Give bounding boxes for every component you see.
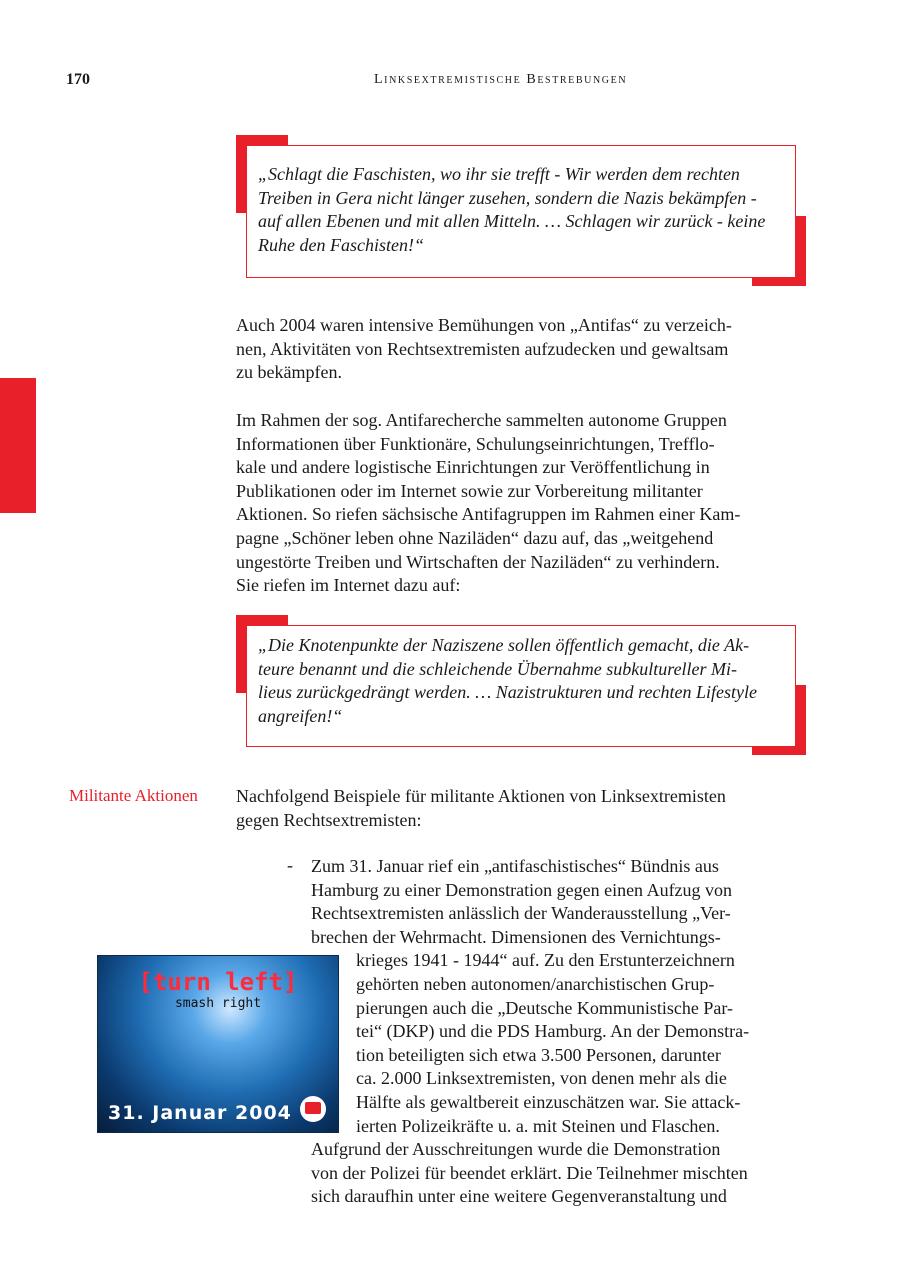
flyer-subtitle: smash right [174, 996, 262, 1011]
text-line: Nachfolgend Beispiele für militante Aktionen von Linksextremisten [236, 786, 726, 806]
section-marker-bar [0, 378, 36, 513]
demo-flyer-image [97, 955, 339, 1133]
text-line: Rechtsextremisten anlässlich der Wanderausstellung „Ver- [311, 903, 731, 924]
text-line: teure benannt und die schleichende Übernahme subkultureller Mi- [258, 658, 738, 679]
paragraph-3 [236, 785, 726, 832]
text-line: ungestörte Treiben und Wirtschaften der Naziläden“ zu verhindern. [236, 551, 720, 572]
paragraph-1 [236, 314, 732, 385]
text-line: tei“ (DKP) und die PDS Hamburg. An der Demonstra- [356, 1021, 750, 1042]
text-line: Im Rahmen der sog. Antifarecherche sammelten autonome Gruppen [236, 410, 727, 430]
text-line: pagne „Schöner leben ohne Naziläden“ dazu auf, das „weitgehend [236, 527, 714, 548]
text-line: tion beteiligten sich etwa 3.500 Personen, darunter [356, 1044, 721, 1065]
text-line: brechen der Wehrmacht. Dimensionen des Vernichtungs- [311, 926, 721, 947]
text-line: nen, Aktivitäten von Rechtsextremisten aufzudecken und gewaltsam [236, 338, 729, 359]
text-line: Aktionen. So riefen sächsische Antifagruppen im Rahmen einer Kam- [236, 504, 741, 525]
flyer-title: [turn left] [138, 968, 298, 996]
text-line: Publikationen oder im Internet sowie zur Vorbereitung militanter [236, 480, 703, 501]
text-line: Hälfte als gewaltbereit einzuschätzen war. Sie attack- [356, 1091, 741, 1112]
text-line: kale und andere logistische Einrichtungen zur Veröffentlichung in [236, 457, 710, 478]
text-line: pierungen auch die „Deutsche Kommunistische Par- [356, 997, 734, 1018]
quote-text [246, 625, 796, 747]
text-line: Aufgrund der Ausschreitungen wurde die Demonstration [311, 1139, 721, 1160]
text-line: Treiben in Gera nicht länger zusehen, sondern die Nazis bekämpfen - [258, 187, 757, 208]
text-line: auf allen Ebenen und mit allen Mitteln. … Schlagen wir zurück - keine [258, 211, 766, 232]
quote-box-2 [236, 615, 806, 755]
bullet-dash: - [287, 855, 293, 875]
text-line: krieges 1941 - 1944“ auf. Zu den Erstunterzeichnern [356, 950, 735, 971]
text-line: „Die Knotenpunkte der Naziszene sollen öffentlich gemacht, die Ak- [258, 635, 750, 655]
text-line: Ruhe den Faschisten!“ [258, 234, 424, 255]
quote-box-1 [236, 135, 806, 286]
text-line: zu bekämpfen. [236, 362, 342, 383]
text-line: Zum 31. Januar rief ein „antifaschistisches“ Bündnis aus [311, 856, 719, 876]
text-line: „Schlagt die Faschisten, wo ihr sie trefft - Wir werden dem rechten [258, 164, 740, 184]
text-line: von der Polizei für beendet erklärt. Die Teilnehmer mischten [311, 1162, 748, 1183]
text-line: Sie riefen im Internet dazu auf: [236, 575, 461, 596]
text-line: gehörten neben autonomen/anarchistischen Grup- [356, 973, 715, 994]
text-line: angreifen!“ [258, 705, 343, 726]
text-line: ierten Polizeikräfte u. a. mit Steinen und Flaschen. [356, 1115, 720, 1136]
paragraph-2 [236, 409, 740, 598]
text-line: gegen Rechtsextremisten: [236, 809, 422, 830]
text-line: Auch 2004 waren intensive Bemühungen von „Antifas“ zu verzeich- [236, 315, 732, 335]
text-line: ca. 2.000 Linksextremisten, von denen mehr als die [356, 1068, 727, 1089]
bullet-item [311, 855, 749, 1209]
text-line: Hamburg zu einer Demonstration gegen einen Aufzug von [311, 879, 733, 900]
text-line: lieus zurückgedrängt werden. … Nazistrukturen und rechten Lifestyle [258, 682, 757, 703]
text-line: sich daraufhin unter eine weitere Gegenveranstaltung und [311, 1186, 727, 1207]
running-title: Linksextremistische Bestrebungen [374, 72, 628, 87]
page-number: 170 [66, 71, 90, 88]
text-line: Informationen über Funktionäre, Schulungseinrichtungen, Trefflo- [236, 433, 715, 454]
antifa-flag-icon [300, 1096, 326, 1122]
flyer-date: 31. Januar 2004 [108, 1102, 292, 1124]
margin-heading: Militante Aktionen [69, 786, 198, 805]
quote-text [246, 145, 796, 278]
